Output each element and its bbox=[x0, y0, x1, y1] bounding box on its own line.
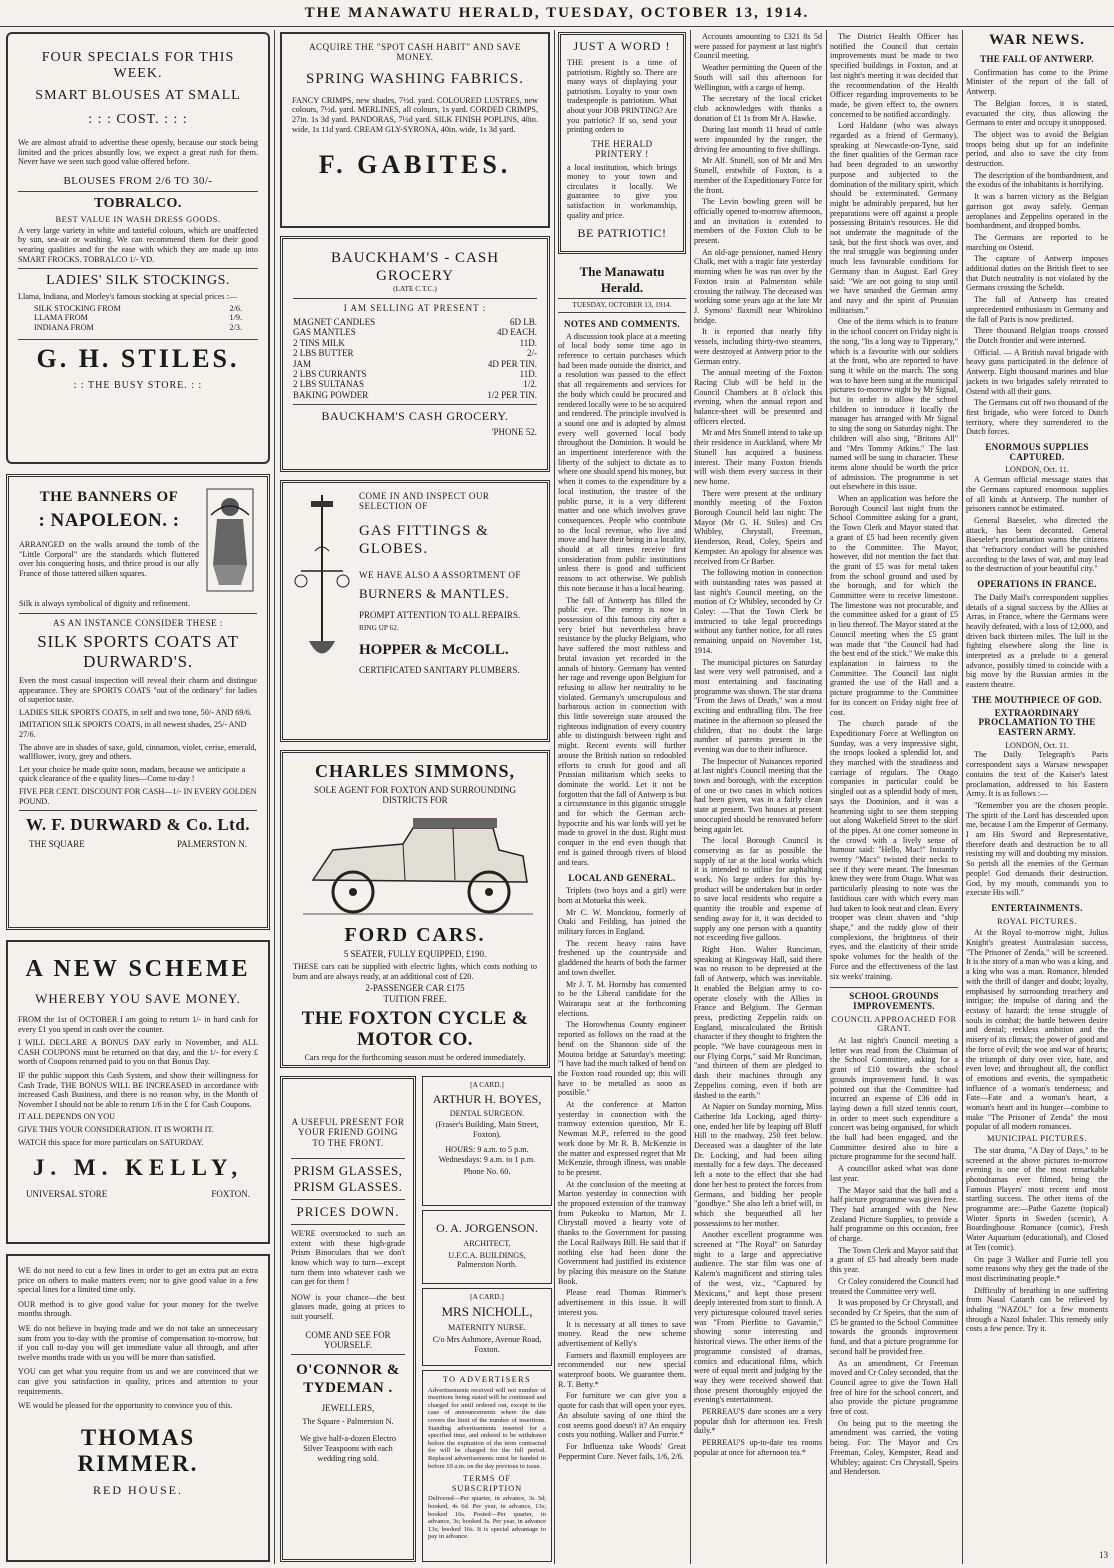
news-paragraph: The Germans cut off two thousand of the first brigade, who were forced to Dutch territory, where they surrendered to the Dutch forces. bbox=[966, 398, 1108, 437]
gabites-name: F. GABITES. bbox=[318, 150, 512, 180]
kelly-p4: IT ALL DEPENDS ON YOU bbox=[18, 1112, 116, 1122]
operations-heading: OPERATIONS IN FRANCE. bbox=[977, 579, 1097, 590]
list-item: SILK STOCKING FROM 2/6. bbox=[34, 303, 242, 313]
notes-paragraph: A discussion took place at a meeting of local body some time ago in reference to certain purchases which had been made outside the district, and a resolution was passed to the effect that all requirements and services for the body which could be procured and rendered locally were to be so acquired and rendered. The principle involved is a sound one and is adopted by almost every well governed local body throughout the Dominion. It would be an impertinent interference with the liberty of the subject to dictate as to where one should spend his money, but when it comes to the expenditure by a local institution, the trustee of the public purse, it is a very different matter and one which involves grave consequences. People who contribute to the local revenue, who live and move and have their being in a locality, should at all times receive first consideration from public institutions unless there is good and sufficient reasons to act otherwise. We publish this note because it has a local bearing. bbox=[558, 331, 686, 593]
local-paragraph: At the conference at Marton yesterday in connection with the tramway extension question, Mr E. Newman M.P., referred to the good work done by Mr R. B. McKenzie in the matter and expressed regret that Mr McKenzie, through illness, was unable to be present. bbox=[558, 1100, 686, 1177]
notes-body bbox=[558, 332, 686, 868]
oconnor-advert bbox=[280, 1076, 416, 1562]
nicholl-name: MRS NICHOLL, bbox=[441, 1303, 533, 1319]
local-paragraph: Triplets (two boys and a girl) were born at Motueka this week. bbox=[558, 886, 686, 905]
mouthpiece-heading: THE MOUTHPIECE OF GOD. bbox=[972, 694, 1102, 705]
fall-heading: THE FALL OF ANTWERP. bbox=[980, 54, 1094, 64]
paper-date: TUESDAY, OCTOBER 13, 1914. bbox=[572, 300, 672, 309]
durward-coats-body: Even the most casual inspection will reveal their charm and distingue appearance. They are SPORTS COATS "out of the ordinary" for ladies of superior taste. bbox=[19, 676, 257, 705]
simmons-agent: SOLE AGENT FOR FOXTON AND SURROUNDING DISTRICTS FOR bbox=[314, 785, 516, 806]
column-6 bbox=[966, 32, 1108, 1562]
stiles-tag: : : THE BUSY STORE. : : bbox=[73, 379, 203, 391]
local-paragraph: Mr C. W. Moncktou, formerly of Otaki and Feilding, has joined the military forces in England. bbox=[558, 907, 686, 937]
entertainments-heading: ENTERTAINMENTS. bbox=[991, 902, 1083, 913]
hopper-come: COME IN AND INSPECT OUR SELECTION OF bbox=[359, 491, 490, 512]
stiles-silk-body: Llama, Indiana, and Morley's famous stocking at special prices :— bbox=[18, 292, 238, 302]
list-item: INDIANA FROM 2/3. bbox=[34, 322, 242, 332]
list-item: 2 TINS MILK 11D. bbox=[293, 337, 537, 348]
oconnor-address: The Square - Palmerston N. bbox=[302, 1416, 394, 1426]
local-paragraph: For furniture we can give you a quote for cash that will open your eyes. An absolute saving of one third the cost seems good doesn't it? An enquiry costs you nothing. Walker and Furrie.* bbox=[558, 1391, 686, 1440]
hopper-cert: CERTIFICATED SANITARY PLUMBERS. bbox=[359, 665, 520, 676]
simmons-company: THE FOXTON CYCLE & MOTOR CO. bbox=[301, 1008, 529, 1051]
notes-paragraph: The fall of Antwerp has filled the public eye. The enemy is now in possession of this famous city after a very brief but nevertheless brave resistance by the plucky Belgians, who have suffered the most ruthless and brutal invasion yet recorded in the annals of history. Germany has vented her rage and revenge upon Belgium for refusing to allow her neutrality to be violated. Germany's unscrupulous and barbarous action in connection with this little sovereign state aroused the righteous indignation of every country able to distinguish between right and might. Recent events will further arouse the British nation so redoubled efforts to crush for good and all Prussian militarism which seeks to dominate the world. Let it not be forgotten that the fall of Antwerp is but a circumstance in this gigantic struggle and for which the German arch-hypocrite and his war lords will yet be made to grovel in the dust. Right must conquer in the end even though that end is gained through rivers of blood and tears. bbox=[558, 595, 686, 867]
just-a-word-advert bbox=[558, 32, 686, 254]
news-paragraph: The Belgian forces, it is stated, evacuated the city, thus allowing the Germans to enter and occupy it unopposed. bbox=[966, 98, 1108, 128]
news-paragraph: The object was to avoid the Belgian troops being shut up for an indefinite period, and also to save the city from destruction. bbox=[966, 129, 1108, 169]
hopper-prompt: PROMPT ATTENTION TO ALL REPAIRS. bbox=[359, 610, 521, 621]
simmons-seater: 5 SEATER, FULLY EQUIPPED, £190. bbox=[343, 948, 487, 959]
simmons-two: 2-PASSENGER CAR £175 bbox=[365, 983, 465, 994]
durward-discount: FIVE PER CENT. DISCOUNT FOR CASH—1/- IN EVERY GOLDEN POUND. bbox=[19, 786, 257, 806]
jorgenson-card bbox=[422, 1210, 552, 1284]
bauckham-price-list bbox=[293, 317, 537, 400]
news-paragraph: Official. — A British naval brigade with heavy guns participated in the defence of Antwerp. Eight thousand marines and blue jackets in two brigades safely retreated to Ostend with all their guns. bbox=[966, 347, 1108, 396]
hopper-advert bbox=[280, 480, 550, 742]
subscription-body: Delivered—Per quarter, in advance, 3s 3d; booked, 4s 6d. Per year, in advance, 13s; booked 16s. Posted—Per quarter, in advance, 3s; booked 3s. Per year, in advance 13s; booked 16s. It is special advantage to pay in advance. bbox=[428, 1495, 546, 1541]
simmons-body: THESE cars can be supplied with electric lights, which costs nothing to burn and are always ready, at an additional cost of £20. bbox=[293, 962, 537, 981]
news-paragraph: The municipal pictures on Saturday last were very well patronised, and a most entertaining and fascinating programme was shown. The star drama "From the Jaws of Death," was a most exciting and enthralling film. The free matinee in the afternoon so pleased the children, that no doubt the large number of parents present in the evening was due to their influence. bbox=[694, 657, 822, 754]
news-paragraph: The secretary of the local cricket club acknowledges with thanks a donation of £1 1s from Mr A. Hawke. bbox=[694, 94, 822, 123]
stiles-tobralco-heading: TOBRALCO. bbox=[94, 195, 182, 211]
news-paragraph: As an amendment, Cr Freeman moved and Cr Coley seconded, that the Council agree to give the Town Hall free of hire for the school concert, and also provide the picture programme free of cost. bbox=[830, 1358, 958, 1417]
simmons-advert bbox=[280, 750, 550, 1068]
news-paragraph: The capture of Antwerp imposes additional duties on the British fleet to see that Dutch neutrality is not violated by the Germans crossing the Scheldt. bbox=[966, 254, 1108, 293]
news-paragraph: Another excellent programme was screened at "The Royal" on Saturday night to a large and appreciative audience. The star film was one of Kalem's magnificent and stirring tales of the west, viz., "Captured by Mexicans," and kept those present deeply interested from start to finish. A very picturesque coloured travel series was "From Pierfitte to Gavarnie," showing some interesting and historical views. The other items of the programme consisted of dramas, comics and educational films, which were of equal merit and judging by the way they were received showed that those present thoroughly enjoyed the evening's entertainment. bbox=[694, 1230, 822, 1405]
boyes-hours: HOURS: 9 a.m. to 5 p.m. Wednesdays: 9 a.m. to 1 p.m. bbox=[438, 1145, 536, 1164]
advertisers-heading: TO ADVERTISERS bbox=[442, 1375, 532, 1384]
news-paragraph: It is reported that nearly fifty vessels, including thirty-two steamers, were destroyed at Antwerp prior to the German entry. bbox=[694, 327, 822, 366]
news-paragraph: The star drama, "A Day of Days," to be screened at the above pictures to-morrow evening is one of the most remarkable photodramas ever filmed, being the Famous Players' most recent and most startling success. The other items of the programme are:—Pathe Gazette (topical) Winter Sports in Sweden (scenic), A Boardinghouse Romance (comic), Fresh Water Aquarium (educational), and Closed at Ten (comic). bbox=[966, 1145, 1108, 1252]
oconnor-down: PRICES DOWN. bbox=[296, 1204, 400, 1220]
bauckham-phone: 'PHONE 52. bbox=[491, 427, 537, 438]
oconnor-now: NOW is your chance—the best glasses made, going at prices to suit yourself. bbox=[291, 1292, 405, 1321]
ford-car-illustration bbox=[293, 810, 539, 922]
kelly-p1: FROM the 1st of OCTOBER I am going to return 1/- in hard cash for every £1 you spend in cash over the counter. bbox=[18, 1015, 258, 1034]
news-paragraph: At the Royal to-morrow night, Julius Knight's greatest Australasian success, "The Prisoner of Zenda," will be screened. It is the story of a man who was a king, and a king who was a man. Romance, blended with the thrill of danger and doubt; loyalty, emphasised by surrounding treachery and intrigue; the impulse of daring and the ecstasy of hazard; the tense struggle of souls in combat; the battle between desire and denial; reckless ambition and the misery of its climax; the power of good and the force of evil; the woe and war of hearts; the triumph of duty over vice, hate, and even love; and throughout all, the conflict of emotions and events, the sympathetic influence of a woman's tenderness; and Fate—Fate and a woman's heart, a woman's heart and its hunger—combine to make "The Prisoner of Zenda" the most popular of all modern romances. bbox=[966, 928, 1108, 1132]
news-paragraph: Weather permitting the Queen of the South will sail this afternoon for Wellington, with a cargo of hemp. bbox=[694, 63, 822, 92]
kelly-heading: A NEW SCHEME bbox=[25, 956, 251, 982]
proclamation-heading: EXTRAORDINARY PROCLAMATION TO THE EASTERN ARMY. bbox=[978, 707, 1096, 737]
stiles-tobralco-sub: BEST VALUE IN WASH DRESS GOODS. bbox=[55, 213, 221, 224]
local-paragraph: For Influenza take Woods' Great Peppermint Cure. Never fails, 1/6, 2/6. bbox=[558, 1441, 686, 1461]
list-item: BAKING POWDER 1/2 PER TIN. bbox=[293, 389, 537, 400]
hopper-name: HOPPER & McCOLL. bbox=[359, 642, 509, 659]
news-paragraph: PERREAU'S up-to-date tea rooms popular at once for afternoon tea.* bbox=[694, 1438, 822, 1457]
news-paragraph: The church parade of the Expeditionary Force at Wellington on Sunday, was a very impressive sight, the troops looked a splendid lot, and they marched with the steadiness and carriage of regulars. The Otago companies in particular could be singled out as a splendid body of men, says the Dominion, and it was a heartening sight to see them stepping out along Wakefield Street to the skirl of the pipes. At one corner someone in the crowd with a lively sense of humour said: "Hello, Mac!" Instantly twenty "Macs" twisted their necks to see if they were meant. The Innesman knew they were from Otago. What was particularly pleasing to note was the fastidious care with which every man had taken to look neat and clean. Every trooper was clean shaven and "ship shape," and the ruddy glow of their complexions, the brightness of their eyes, and the elasticity of their stride spoke volumes for the health of the Force and the effectiveness of the last six weeks' training. bbox=[830, 719, 958, 981]
subscription-heading: TERMS OF SUBSCRIPTION bbox=[451, 1474, 523, 1493]
napoleon-illustration bbox=[203, 485, 257, 595]
stiles-silk-heading: LADIES' SILK STOCKINGS. bbox=[46, 273, 230, 289]
oconnor-prism: PRISM GLASSES, PRISM GLASSES. bbox=[293, 1163, 403, 1195]
oconnor-spoons: We give half-a-dozen Electro Silver Teaspoons with each wedding ring sold. bbox=[300, 1434, 396, 1463]
news-paragraph: "Remember you are the chosen people. The spirit of the Lord has descended upon me, because I am the Emperor of Germany. I am His Sword and Representative, therefore death and destruction be to all resisting my will and doubting my mission. So perish all the enemies of the German people! God demands their destruction. God, by my mouth, commands you to execute His will." bbox=[966, 800, 1108, 898]
news-paragraph: The following motion in connection with outstanding rates was passed at last night's Council meeting, on the motion of Cr Whibley, seconded by Cr Coley: —That the Town Clerk be instructed to take legal proceedings without any further notice, for all rates remaining unpaid on November 1st, 1914. bbox=[694, 568, 822, 655]
local-paragraph: Mr J. T. M. Hornsby has consented to be the Liberal candidate for the Wairarapa seat at the forthcoming elections. bbox=[558, 979, 686, 1018]
list-item: GAS MANTLES 4D EACH. bbox=[293, 327, 537, 338]
news-paragraph: The Levin bowling green will be officially opened to-morrow afternoon, and an invitation is extended to members of the Foxton Club to be present. bbox=[694, 197, 822, 246]
news-paragraph: On page 3 Walker and Furrie tell you some reasons why they get the trade of the most discriminating people.* bbox=[966, 1254, 1108, 1283]
boyes-card-label: [A CARD.] bbox=[470, 1080, 504, 1089]
cards-column bbox=[422, 1076, 552, 1562]
kelly-address: UNIVERSAL STORE FOXTON. bbox=[26, 1189, 250, 1200]
news-paragraph: The District Health Officer has notified the Council that certain improvements must be made to two specified buildings in Foxton, and at last night's meeting it was decided that the recommendation of the Health Officer regarding improvements to be made, be given effect to, the owners concerned to be notified accordingly. bbox=[830, 32, 958, 119]
news-paragraph: Confirmation has come to the Prime Minister of the report of the fall of Antwerp. bbox=[966, 67, 1108, 97]
jorgenson-title: ARCHITECT, bbox=[463, 1239, 511, 1248]
news-paragraph: Difficulty of breathing in one suffering from Nasal Catarrh can be relieved by inhaling "NAZOL" for a few moments through a Nazol Inhaler. This remedy only costs a few pence. Try it. bbox=[966, 1285, 1108, 1334]
stiles-blouses: BLOUSES FROM 2/6 TO 30/- bbox=[63, 174, 213, 187]
news-paragraph: A German official message states that the Germans captured enormous supplies of all kinds at Antwerp. The number of prisoners cannot be estimated. bbox=[966, 475, 1108, 514]
stiles-body: We are almost afraid to advertise these openly, because our stock being limited and the prices absurdly low, we expect a great rush for them. Never have we seen such good value offered before. bbox=[18, 138, 258, 167]
boyes-address: (Fraser's Building, Main Street, Foxton). bbox=[435, 1120, 539, 1139]
boyes-phone: Phone No. 60. bbox=[463, 1166, 511, 1176]
news-paragraph: The description of the bombardment, and the exodus of the inhabitants is horrifying. bbox=[966, 170, 1108, 190]
kelly-p3: IF the public support this Cash System, and show their willingness for Cash Trade, THE BONUS WILL BE INCREASED in accordance with increased Cash Business, and there is no reason why, in the Month of November I should not be able to return 1/6 in the £ for Cash Coupons. bbox=[18, 1070, 258, 1109]
kelly-sub: WHEREBY YOU SAVE MONEY. bbox=[35, 991, 241, 1006]
stiles-title: FOUR SPECIALS FOR THIS WEEK. bbox=[41, 50, 235, 81]
gabites-heading: SPRING WASHING FABRICS. bbox=[306, 70, 524, 87]
news-paragraph: The Inspector of Nuisances reported at last night's Council meeting that the town and borough, with the exception of one or two cases in which notices had been given, was in a fairly clean state at present. Two houses at present unoccupied should be renovated before being again let. bbox=[694, 756, 822, 834]
durward-coats-heading: SILK SPORTS COATS AT DURWARD'S. bbox=[37, 632, 239, 671]
rimmer-p5: WE would be pleased for the opportunity to convince you of this. bbox=[18, 1401, 233, 1411]
simmons-heading: CHARLES SIMMONS, bbox=[314, 761, 516, 781]
rimmer-p3: WE do not believe in buying trade and we do not take an unnecessary sum from you to-day with the promise of compensation to-morrow, but if you call to-day you will get immediate value all through, and after twelve months trade with us you will be more than satisfied. bbox=[18, 1323, 258, 1362]
jorgenson-address: U.F.C.A. BUILDINGS, Palmerston North. bbox=[448, 1250, 526, 1270]
gabites-advert bbox=[280, 32, 550, 228]
durward-instance: AS AN INSTANCE CONSIDER THESE : bbox=[53, 617, 223, 628]
news-paragraph: The Daily Mail's correspondent supplies details of a signal success by the Allies at Arras, in France, where the Germans were heavily defeated, with a loss of 12,000, and driven back thirteen miles. The lull in the fighting elsewhere along the line is interpreted as a prelude to a general advance, possibly timed to coincide with a big move by the Russian armies in the eastern theatre. bbox=[966, 592, 1108, 690]
column-3 bbox=[558, 32, 686, 1562]
kelly-p5: GIVE THIS YOUR CONSIDERATION. IT IS WORTH IT. bbox=[18, 1124, 214, 1134]
local-paragraph: It is necessary at all times to save money. Read the new scheme advertisement of Kelly's bbox=[558, 1319, 686, 1348]
rimmer-tag: RED HOUSE. bbox=[92, 1482, 183, 1497]
news-paragraph: Accounts amounting to £321 8s 5d were passed for payment at last night's Council meeting. bbox=[694, 32, 822, 61]
stiles-subtitle: SMART BLOUSES AT SMALL bbox=[35, 88, 241, 103]
stiles-tobralco-body: A very large variety in white and tasteful colours, which are unaffected by sun, sea-air or washing. We can recommend them for their good wearing qualities and for the ease with which they are made up into SMART FROCKS. TOBRALCO 1/- YD. bbox=[18, 225, 258, 264]
rimmer-name: THOMAS RIMMER. bbox=[77, 1424, 199, 1476]
news-paragraph: It was proposed by Cr Chrystall, and seconded by Cr Speirs, that the sum of £5 be granted to the School Committee towards the grounds improvement fund, and that a picture programme for second half be provided free. bbox=[830, 1298, 958, 1356]
oconnor-name: O'CONNOR & TYDEMAN . bbox=[296, 1362, 400, 1397]
kelly-p6: WATCH this space for more particulars on SATURDAY. bbox=[18, 1137, 204, 1147]
list-item: 2 LBS SULTANAS 1/2. bbox=[293, 379, 537, 390]
durward-silk-symbol: Silk is always symbolical of dignity and refinement. bbox=[19, 599, 190, 608]
durward-advert bbox=[6, 474, 270, 930]
stiles-cost: : : : COST. : : : bbox=[88, 112, 188, 127]
notes-heading: NOTES AND COMMENTS. bbox=[564, 318, 680, 329]
jorgenson-name: O. A. JORGENSON. bbox=[436, 1221, 538, 1235]
durward-napoleon: : NAPOLEON. : bbox=[38, 510, 180, 531]
news-paragraph: General Baeseler, who directed the attack, has been decorated. General Baeseler's proclamation warns the citizens that "refractory conduct will be punished according to the laws of war, and may lead to the destruction of your beautiful city." bbox=[966, 515, 1108, 574]
column-4 bbox=[694, 32, 822, 1562]
news-paragraph: On being put to the meeting the amendment was carried, the voting being. For: The Mayor and Crs Freeman, Coley, Kempster, Read and Whibley; against: Crs Chrystall, Speirs and Henderson. bbox=[830, 1418, 958, 1477]
bauckham-late: (LATE C.T.C.) bbox=[393, 284, 437, 293]
hopper-gas: GAS FITTINGS & GLOBES. bbox=[359, 522, 489, 557]
column-rule bbox=[826, 30, 827, 1564]
local-paragraph: The recent heavy rains have freshened up the countryside and gladdened the hearts of both the farmer and town dweller. bbox=[558, 938, 686, 977]
list-item: JAM 4D PER TIN. bbox=[293, 358, 537, 369]
local-body bbox=[558, 886, 686, 1461]
list-item: MAGNET CANDLES 6D LB. bbox=[293, 317, 537, 327]
news-paragraph: The Mayor said that the hall and a half picture programme was given free. They had arranged with the New Zealand Picture Supplies, to provide a half programme on this occasion, free of charge. bbox=[830, 1185, 958, 1244]
oconnor-present: A USEFUL PRESENT FOR YOUR FRIEND GOING TO THE FRONT. bbox=[291, 1117, 405, 1148]
nicholl-address: C/o Mrs Ashmore, Avenue Road, Foxton. bbox=[432, 1335, 542, 1354]
bauckham-selling: I AM SELLING AT PRESENT : bbox=[343, 302, 487, 313]
local-paragraph: Please read Thomas Rimmer's advertisement in this issue. It will interest you. bbox=[558, 1288, 686, 1317]
dateline: LONDON, Oct. 11. bbox=[1005, 465, 1069, 475]
paper-title: The Manawatu Herald. bbox=[579, 264, 665, 295]
nicholl-card-label: [A CARD.] bbox=[470, 1292, 504, 1301]
hopper-ring: RING UP 62. bbox=[359, 622, 399, 632]
durward-banners-body: ARRANGED on the walls around the tomb of the "Little Corporal" are the standards which fluttered over his conquering hosts, and thrice proud is our ally France of those tattered silken squares. bbox=[19, 540, 199, 578]
durward-name: W. F. DURWARD & Co. Ltd. bbox=[25, 815, 251, 835]
gabites-top: ACQUIRE THE "SPOT CASH HABIT" AND SAVE MONEY. bbox=[309, 42, 521, 63]
word-herald: THE HERALD PRINTERY ! bbox=[591, 138, 653, 160]
news-paragraph: During last month 11 head of cattle were impounded by the ranger, the driving fee amounting to five shillings. bbox=[694, 125, 822, 154]
word-patriotic: BE PATRIOTIC! bbox=[577, 226, 667, 241]
news-paragraph: When an application was before the Borough Council last night from the School Committee asking for a grant, the Town Clerk and Mayor stated that a grant of £5 had been recently given to the Committee. The Mayor, however, did not mention the fact that the grant of £5 was for metal taken from the school ground and used by the borough, and for which the Committee were to receive limestone. The limestone was not procurable, and the committee asked for a grant of £5 in lieu thereof. The Mayor stated at the Council meeting when the £5 grant was made that "the Council had had the best end of the stick." We make this explanation in fairness to the Committee. The Council last night granted the use of the Hall and a picture programme to the Committee for its concert on Friday night free of cost. bbox=[830, 494, 958, 717]
news-paragraph: There were present at the ordinary monthly meeting of the Foxton Borough Council held last night: The Mayor (Mr G. H. Stiles) and Crs Whibley, Chrystall, Freeman, Henderson, Read, Coley, Speirs and Kempster. An apology for absence was received from Cr Barber. bbox=[694, 488, 822, 566]
list-item: LLAMA FROM 1/9. bbox=[34, 313, 242, 323]
durward-ladies: LADIES SILK SPORTS COATS, in self and two tone, 50/- AND 69/6. bbox=[19, 707, 252, 717]
news-paragraph: At Napier on Sunday morning, Miss Catherine Ida Locking, aged thirty-one, ended her life by leaping off Bluff Hill to the roadway, 250 feet below. Deceased was a daughter of the late Dr. Locking, and had been ailing mentally for a few days. The deceased left a note to the effect that she had done her best to protect the forces from Germans, and bidding her people "goodbye." She also left a brief will, in which she bequeathed all her possessions to her mother. bbox=[694, 1102, 822, 1228]
news-paragraph: Lord Haldane (who was always regarded as a friend of Germany), speaking at Newcastle-on-Tyne, said the finer qualities of the German race had been degraded to an unworthy purpose and subjected to the domination of the military spirit, which should be exterminated. Germany might be admirably prepared, but her preparations were off against a people possessing Britain's resources. He did not underrate the magnitude of the task, but the first shock was over, and the real struggle was beginning under much less favourable conditions for Germany than in August. Earl Grey said: "We are not going to stop until we have smashed the German army and navy and the spirit of Prussian militarism." bbox=[830, 121, 958, 315]
news-paragraph: The annual meeting of the Foxton Racing Club will be held in the Council Chambers at 8 o'clock this evening, when the annual report and balance-sheet will be presented and officers elected. bbox=[694, 368, 822, 426]
news-paragraph: Cr Coley considered the Council had treated the Committee very well. bbox=[830, 1276, 958, 1296]
news-paragraph: The local Borough Council is conserving as far as possible the supply of tar at the local works which it is intended to utilise for asphalting work. No large orders for this by-product will be undertaken but in order to save local residents who require a quantity the trouble and expense of sending away for it, it was decided to supply any one person with a quantity not exceeding five gallons. bbox=[694, 836, 822, 943]
news-paragraph: It was a barren victory as the Belgian garrison got away safely. German aeroplanes and Zeppelins operated in the bombardment, and dropped bombs. bbox=[966, 192, 1108, 231]
news-paragraph: A councillor asked what was done last year. bbox=[830, 1164, 958, 1183]
news-paragraph: The Town Clerk and Mayor said that a grant of £5 had already been made this year. bbox=[830, 1245, 958, 1275]
column-rule bbox=[554, 30, 555, 1564]
news-paragraph: Right Hon. Walter Runciman, speaking at Kingsway Hall, said there was no reason to be depressed at the fall of Antwerp, which was inevitable. It enabled the Belgian army to co-operate closely with the Allies in France and Belgium. The German press, predicting Zeppelin raids on England, miscalculated the British character if they thought to frighten the people. "We have courageous men in our Flying Corps," said Mr Runciman, "and thirteen of them are pledged to dash their machines through any Zeppelins coming, even if both are dashed to the earth." bbox=[694, 944, 822, 1100]
bauckham-advert bbox=[280, 236, 550, 472]
royal-heading: ROYAL PICTURES. bbox=[997, 915, 1077, 926]
masthead: THE MANAWATU HERALD, TUESDAY, OCTOBER 13, 1914. bbox=[304, 5, 810, 21]
nicholl-card bbox=[422, 1288, 552, 1366]
news-paragraph: The Daily Telegraph's Paris correspondent says a Warsaw newspaper contains the text of the Kaiser's latest proclamation, addressed to his Eastern Army. It is as follows :— bbox=[966, 750, 1108, 799]
local-heading: LOCAL AND GENERAL. bbox=[568, 873, 676, 884]
oconnor-body: WE'RE overstocked to such an extent with these high-grade Prism Binoculars that we don't know which way to turn—except turn them into whatever cash we can get for them ! bbox=[291, 1229, 405, 1287]
page-number: 13 bbox=[1099, 1550, 1108, 1560]
boyes-card bbox=[422, 1076, 552, 1206]
kelly-name: J. M. KELLY, bbox=[32, 1155, 244, 1181]
oconnor-come: COME AND SEE FOR YOURSELF. bbox=[305, 1329, 391, 1350]
column-rule bbox=[690, 30, 691, 1564]
school-heading: SCHOOL GROUNDS IMPROVEMENTS. bbox=[830, 987, 958, 1011]
hopper-burners: BURNERS & MANTLES. bbox=[359, 586, 510, 602]
kelly-advert bbox=[6, 940, 270, 1244]
council-heading: COUNCIL APPROACHED FOR GRANT. bbox=[831, 1013, 957, 1034]
word-heading: JUST A WORD ! bbox=[573, 39, 671, 53]
bauckham-heading: BAUCKHAM'S - CASH GROCERY bbox=[330, 250, 500, 284]
list-item: 2 LBS CURRANTS 11D. bbox=[293, 369, 537, 380]
list-item: 2 LBS BUTTER 2/- bbox=[293, 348, 537, 359]
rimmer-p1: WE do not need to cut a few lines in order to get an extra put an extra price on others to make matters even; nor to give good value in a few special lines for a limited time only. bbox=[18, 1266, 258, 1295]
simmons-ford: FORD CARS. bbox=[344, 923, 486, 946]
stiles-advert bbox=[6, 32, 270, 464]
news-paragraph: Mr and Mrs Stunell intend to take up their residence in Auckland, where Mr Stunell has acquired a business interest. Their many Foxton friends will wish them every success in their new home. bbox=[694, 428, 822, 486]
supplies-heading: ENORMOUS SUPPLIES CAPTURED. bbox=[985, 442, 1089, 462]
advertisers-notice bbox=[422, 1370, 552, 1562]
news-paragraph: The fall of Antwerp has created unprecedented enthusiasm in Germany and the fall of Paris is now predicted. bbox=[966, 295, 1108, 324]
advertisers-body: Advertisements received will not number of insertions being stated will be continued and charged for until ordered out, except in the case of announcements where the date covers the limit of the number of insertions. Standing advertisements inserted for a specified time, and ordered to be withdrawn before the expiration of the term contracted for will be charged for the full period. Replaced advertisements must be handed in before 10 a.m. on the day previous to issue. bbox=[428, 1386, 546, 1470]
rimmer-advert bbox=[6, 1254, 270, 1562]
masthead-rule bbox=[0, 26, 1114, 27]
news-paragraph: An old-age pensioner, named Henry Chalk, met with a tragic fate yesterday morning when he was run over by the Foxton train at Palmerston while crossing the railway. The deceased was working some years ago at the late Mr J. Symons' flaxmill near Whirokino bridge. bbox=[694, 247, 822, 325]
column-rule bbox=[274, 30, 275, 1564]
gas-fitting-illustration bbox=[291, 491, 353, 691]
boyes-name: ARTHUR H. BOYES, bbox=[432, 1091, 542, 1106]
gabites-body: FANCY CRIMPS, new shades, 7½d. yard. COLOURED LUSTRES, new colours, 7½d. yard. MERLINES, all colours, 1s yard. CORDED CRIMPS, 27in. 1s 3d yard. PANDORAS, 7½d yard. SILK FINISH POPLINS, 40in. wide, 1s 11d yard. CREAM GLY-SYRONA, 40in. wide, 1s 3d yard. bbox=[292, 95, 538, 134]
news-paragraph: One of the items which is to feature in the school concert on Friday night is the song, "Its a long way to Tipperary," which is a favourite with our soldiers at the front, who are reported to have sung it while on the march. The song was to have been sung at the municipal pictures to-morrow night by Mr Signal, but in order to allow the school children to introduce it locally the manager has arranged with Mr Signal to sing the song on Saturday night. The children will also sing, "Britons All" and "Mrs Tommy Atkins." The last named will be sung in character. These items alone should be worth the price of admission. The programme is set out elsewhere in this issue. bbox=[830, 317, 958, 492]
durward-shades: The above are in shades of saxe, gold, cinnamon, violet, cerise, emerald, wallflower, ivory, grey and others. bbox=[19, 742, 257, 762]
simmons-tuition: TUITION FREE. bbox=[383, 993, 447, 1004]
nicholl-title: MATERNITY NURSE. bbox=[448, 1322, 526, 1332]
simmons-cars: Cars requ for the forthcoming season must be ordered immediately. bbox=[304, 1053, 526, 1063]
durward-order: Let your choice be made quite soon, madam, because we anticipate a quick clearance of the e quality lines—Come to-day ! bbox=[19, 764, 246, 784]
local-paragraph: Farmers and flaxmill employees are recommended our new special waterproof boots. We guarantee them. R. T. Betty.* bbox=[558, 1350, 686, 1389]
word-institution: a local institution, which brings money to your town and circulates it locally. We guarantee to give you satisfaction in workmanship, quality and price. bbox=[567, 162, 677, 220]
column-rule bbox=[962, 30, 963, 1564]
durward-imitation: IMITATION SILK SPORTS COATS, in all newest shades, 25/- AND 27/6. bbox=[19, 720, 247, 739]
bauckham-name: BAUCKHAM'S CASH GROCERY. bbox=[321, 409, 509, 424]
local-paragraph: The Horowhenua County engineer reported as follows on the road at the bend on the Shannon side of the Moutoa bridge at Saturday's meeting: "I have had the much talked of bend on the Foxton road rounded up; this will have to be metalled as soon as possible." bbox=[558, 1020, 686, 1098]
dateline: LONDON, Oct. 11. bbox=[1005, 740, 1069, 750]
word-body: THE present is a time of patriotism. Rightly so. There are many ways of displaying your patriotism. Loyalty to your own tradespeople is patriotism. What about your JOB PRINTING? Are you patriotic? If so, send your printing orders to bbox=[567, 58, 677, 135]
rimmer-p4: YOU can get what you require from us and we are convinced that we can give you satisfaction in quality, prices and attention to your requirements. bbox=[18, 1367, 258, 1396]
column-5 bbox=[830, 32, 958, 1562]
boyes-title: DENTAL SURGEON. bbox=[449, 1108, 525, 1118]
hopper-have: WE HAVE ALSO A ASSORTMENT OF bbox=[359, 569, 521, 580]
stiles-price-list bbox=[18, 302, 258, 335]
durward-address: THE SQUARE PALMERSTON N. bbox=[29, 839, 247, 850]
oconnor-jewellers: JEWELLERS, bbox=[321, 1403, 375, 1414]
news-paragraph: PERREAU'S dare scones are a very popular dish for afternoon tea. Fresh daily.* bbox=[694, 1407, 822, 1436]
local-paragraph: At the conclusion of the meeting at Marton yesterday in connection with the proposed extension of the tramway from Pukeoku to Marton, Mr J. Chrystall moved a hearty vote of thanks to the Government for passing the Local Railways Bill. He said that if nothing else had been done the Government had justified its existence by placing this measure on the Statute Book. bbox=[558, 1179, 686, 1286]
war-news-heading: WAR NEWS. bbox=[989, 32, 1085, 48]
durward-banners-heading: THE BANNERS OF bbox=[39, 489, 179, 505]
news-paragraph: Three thousand Belgian troops crossed the Dutch frontier and were interned. bbox=[966, 326, 1108, 345]
news-paragraph: Mr Alf. Stunell, son of Mr and Mrs Stunell, erstwhile of Foxton, is a member of the Expeditionary Force for the front. bbox=[694, 156, 822, 195]
rimmer-p2: OUR method is to give good value for your money for the twelve months through. bbox=[18, 1299, 258, 1319]
news-paragraph: The Germans are reported to be marching on Ostend. bbox=[966, 232, 1108, 252]
kelly-p2: I WILL DECLARE A BONUS DAY early in November, and ALL CASH COUPONS must be returned on that day, and the 1/- for every £ worth of Coupons returned paid to you on that Bonus Day. bbox=[18, 1038, 258, 1067]
stiles-name: G. H. STILES. bbox=[36, 343, 240, 373]
news-paragraph: At last night's Council meeting a letter was read from the Chairman of the School Committee, asking for a grant of £10 towards the school grounds improvement fund. It was pointed out that the Committee had incurred an expense of £36 odd in laying down a full sized tennis court, in order to meet such expenditure a concert was being organised, for which the hall had been engaged, and the Committee desired also to hire a picture programme for the second half. bbox=[830, 1036, 958, 1162]
municipal-heading: MUNICIPAL PICTURES. bbox=[986, 1133, 1088, 1144]
